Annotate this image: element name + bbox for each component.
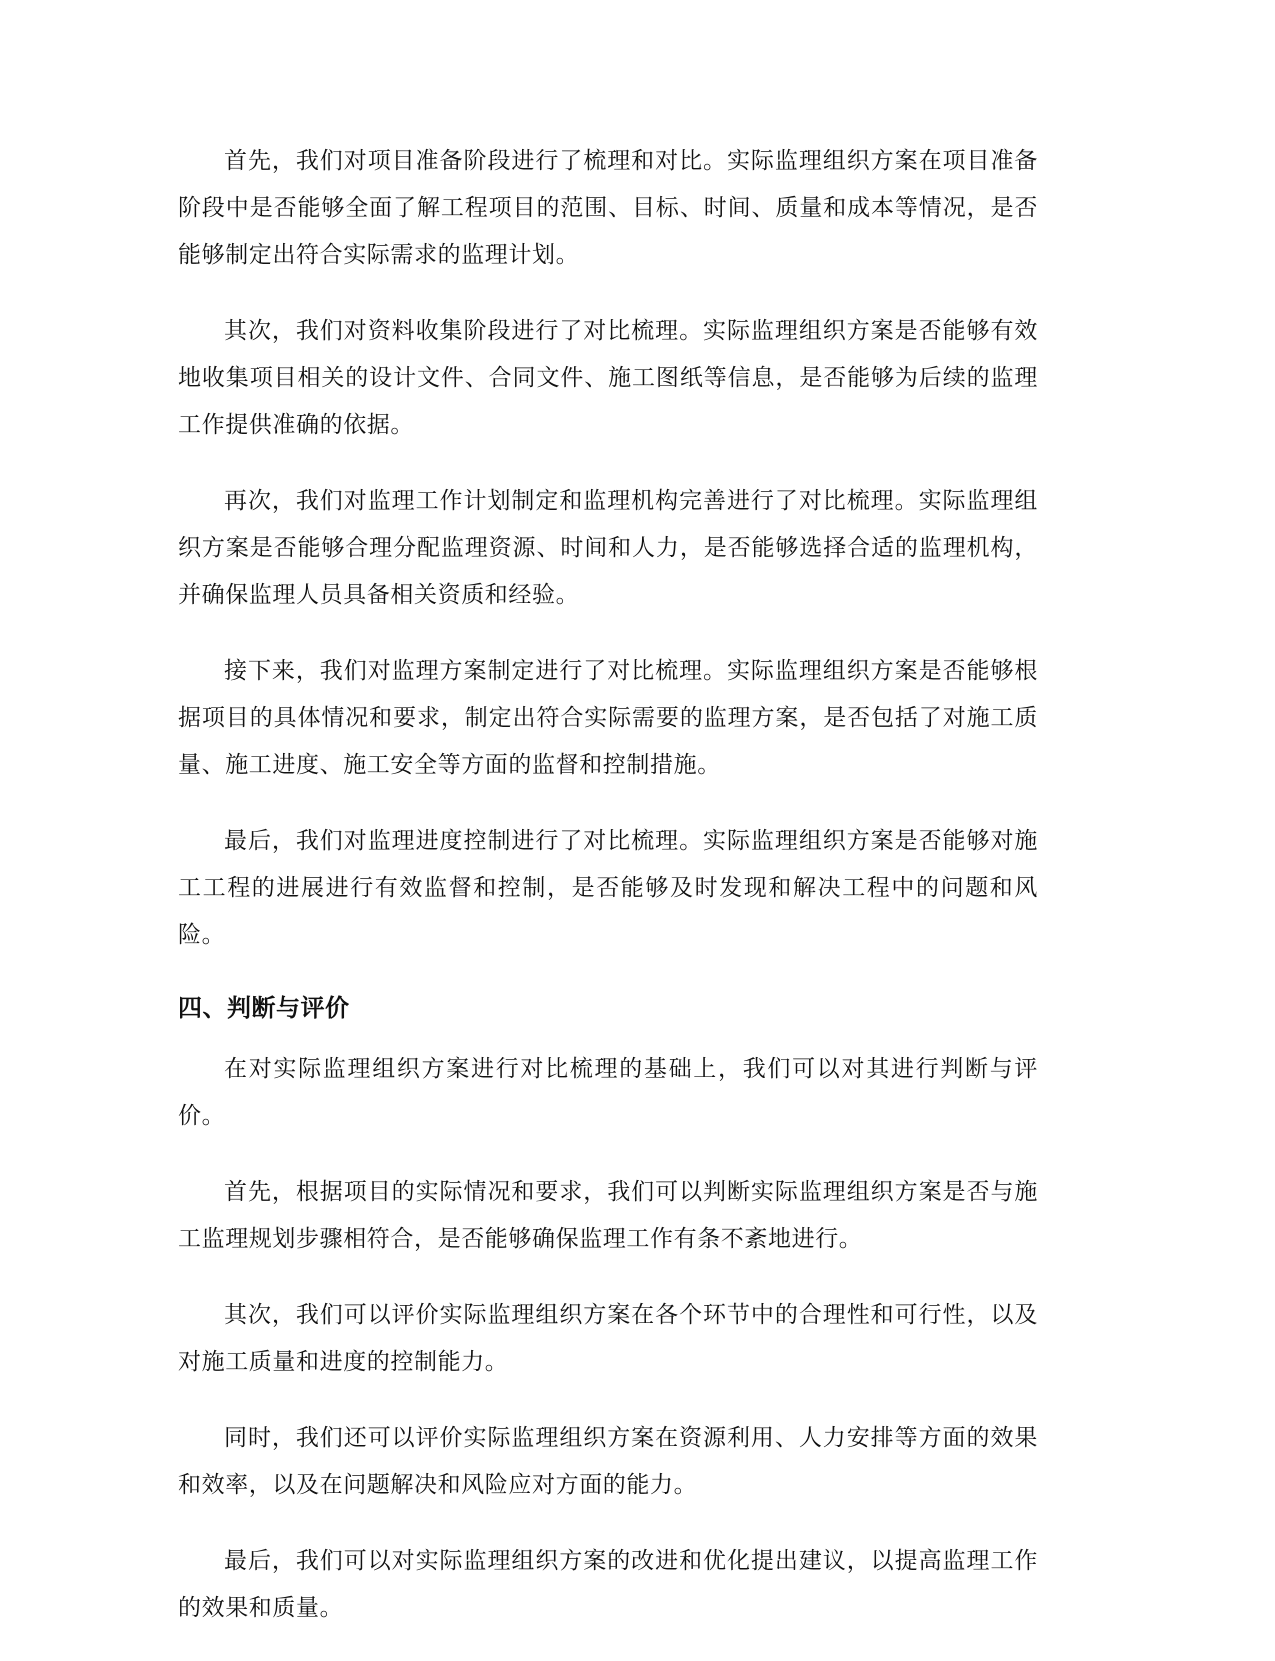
paragraph: 首先，根据项目的实际情况和要求，我们可以判断实际监理组织方案是否与施工监理规划步骤相符合，是否能够确保监理工作有条不紊地进行。 xyxy=(178,1179,1038,1252)
document-page xyxy=(178,138,1038,1661)
section-heading: 四、判断与评价 xyxy=(178,994,350,1022)
paragraph: 首先，我们对项目准备阶段进行了梳理和对比。实际监理组织方案在项目准备阶段中是否能够全面了解工程项目的范围、目标、时间、质量和成本等情况，是否能够制定出符合实际需求的监理计划。 xyxy=(178,148,1038,268)
paragraph: 同时，我们还可以评价实际监理组织方案在资源利用、人力安排等方面的效果和效率，以及在问题解决和风险应对方面的能力。 xyxy=(178,1425,1038,1498)
paragraph: 再次，我们对监理工作计划制定和监理机构完善进行了对比梳理。实际监理组织方案是否能够合理分配监理资源、时间和人力，是否能够选择合适的监理机构，并确保监理人员具备相关资质和经验。 xyxy=(178,488,1038,608)
paragraph: 在对实际监理组织方案进行对比梳理的基础上，我们可以对其进行判断与评价。 xyxy=(178,1056,1038,1129)
paragraph: 最后，我们可以对实际监理组织方案的改进和优化提出建议，以提高监理工作的效果和质量。 xyxy=(178,1548,1038,1621)
paragraph: 其次，我们可以评价实际监理组织方案在各个环节中的合理性和可行性，以及对施工质量和进度的控制能力。 xyxy=(178,1302,1038,1375)
paragraph: 其次，我们对资料收集阶段进行了对比梳理。实际监理组织方案是否能够有效地收集项目相关的设计文件、合同文件、施工图纸等信息，是否能够为后续的监理工作提供准确的依据。 xyxy=(178,318,1038,438)
paragraph: 最后，我们对监理进度控制进行了对比梳理。实际监理组织方案是否能够对施工工程的进展进行有效监督和控制，是否能够及时发现和解决工程中的问题和风险。 xyxy=(178,828,1038,948)
paragraph: 接下来，我们对监理方案制定进行了对比梳理。实际监理组织方案是否能够根据项目的具体情况和要求，制定出符合实际需要的监理方案，是否包括了对施工质量、施工进度、施工安全等方面的监督和控制措施。 xyxy=(178,658,1038,778)
